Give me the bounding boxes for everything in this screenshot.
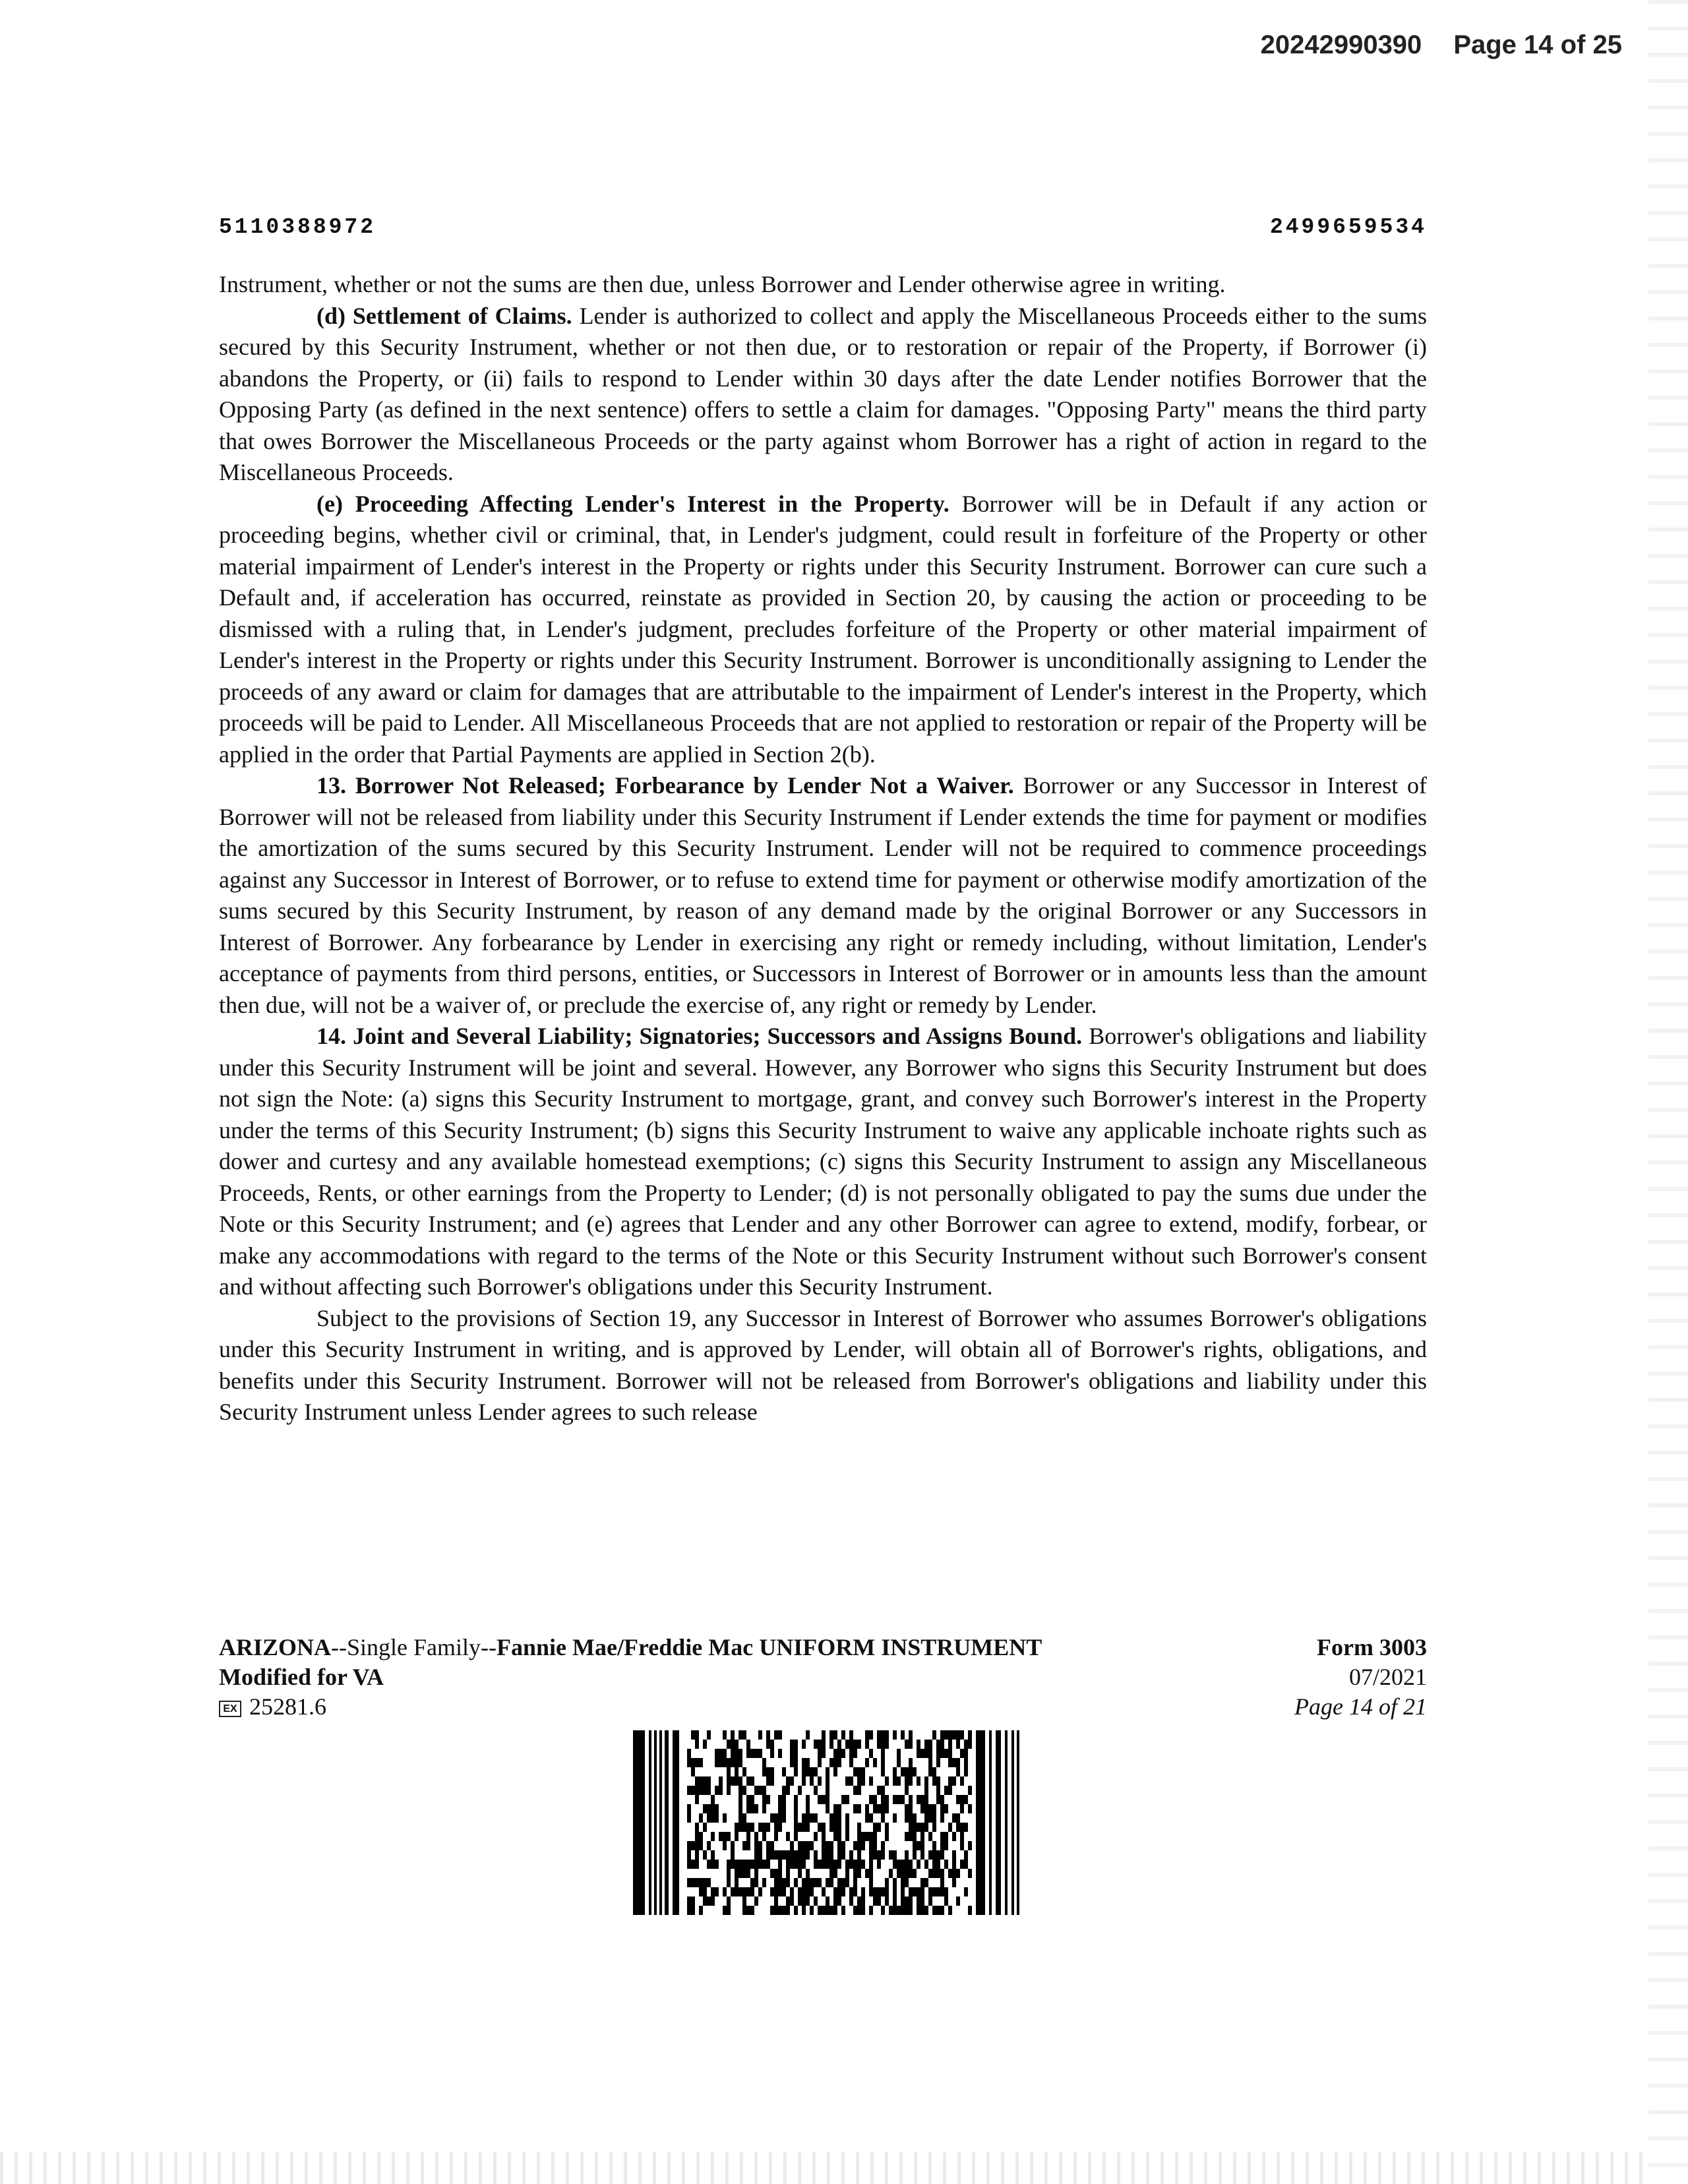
- ex-badge-icon: EX: [219, 1701, 241, 1717]
- paragraph-settlement-of-claims: (d) Settlement of Claims. Lender is authorized to collect and apply the Miscellaneous Proceeds either to the sums secured by this Security Instrument, whether or not then due, or to restoration or repair of the Property, if Borrower (i) abandons the Property, or (ii) fails to respond to Lender within 30 days after the date Lender notifies Borrower that the Opposing Party (as defined in the next sentence) offers to settle a claim for damages. "Opposing Party" means the third party that owes Borrower the Miscellaneous Proceeds or the party against whom Borrower has a right of action in regard to the Miscellaneous Proceeds.: [219, 302, 1427, 485]
- scan-edge-artifact: [1648, 0, 1688, 2184]
- form-family: --Single Family--: [331, 1634, 497, 1660]
- paragraph-continuation: Instrument, whether or not the sums are then due, unless Borrower and Lender otherwise agree in writing.: [219, 271, 1226, 297]
- paragraph-successor-in-interest: Subject to the provisions of Section 19, any Successor in Interest of Borrower who assumes Borrower's obligations under this Security Instrument in writing, and is approved by Lender, will obtain all of Borrower's rights, obligations, and benefits under this Security Instrument. Borrower will not be released from Borrower's obligations and liability under this Security Instrument unless Lender agrees to such release: [219, 1304, 1427, 1425]
- form-date: 07/2021: [1348, 1664, 1427, 1690]
- form-modified: Modified for VA: [219, 1664, 384, 1690]
- form-footer-right: [1294, 1633, 1427, 1722]
- scan-bottom-artifact: [0, 2152, 1648, 2184]
- loan-number-right: 2499659534: [1269, 215, 1427, 239]
- document-body: [219, 269, 1427, 1428]
- section-heading: (d) Settlement of Claims.: [316, 302, 572, 329]
- section-heading: 14. Joint and Several Liability; Signatories; Successors and Assigns Bound.: [316, 1023, 1083, 1049]
- form-footer-left: [219, 1633, 1042, 1722]
- recording-document-number: 20242990390: [1260, 30, 1422, 59]
- loan-number-row: [219, 215, 1427, 239]
- paragraph-proceeding-affecting-interest: (e) Proceeding Affecting Lender's Interest in the Property. Borrower will be in Default if any action or proceeding begins, whether civil or criminal, that, in Lender's judgment, could result in forfeiture of the Property or other material impairment of Lender's interest in the Property or rights under this Security Instrument. Borrower can cure such a Default and, if acceleration has occurred, reinstate as provided in Section 20, by causing the action or proceeding to be dismissed with a ruling that, in Lender's judgment, precludes forfeiture of the Property or other material impairment of Lender's interest in the Property or rights under this Security Instrument. Borrower is unconditionally assigning to Lender the proceeds of any award or claim for damages that are attributable to the impairment of Lender's interest in the Property, which proceeds will be paid to Lender. All Miscellaneous Proceeds that are not applied to restoration or repair of the Property will be applied in the order that Partial Payments are applied in Section 2(b).: [219, 490, 1427, 768]
- form-code: 25281.6: [249, 1693, 326, 1720]
- form-state: ARIZONA: [219, 1634, 332, 1660]
- paragraph-borrower-not-released: 13. Borrower Not Released; Forbearance by Lender Not a Waiver. Borrower or any Successor in Interest of Borrower will not be released from liability under this Security Instrument if Lender extends the time for payment or modifies the amortization of the sums secured by this Security Instrument. Lender will not be required to commence proceedings against any Successor in Interest of Borrower, or to refuse to extend time for payment or otherwise modify amortization of the sums secured by this Security Instrument, by reason of any demand made by the original Borrower or any Successors in Interest of Borrower. Any forbearance by Lender in exercising any right or remedy including, without limitation, Lender's acceptance of payments from third persons, entities, or Successors in Interest of Borrower or in amounts less than the amount then due, will not be a waiver of, or preclude the exercise of, any right or remedy by Lender.: [219, 772, 1427, 1018]
- form-page: Page 14 of 21: [1294, 1693, 1427, 1720]
- form-number: Form 3003: [1317, 1634, 1427, 1660]
- form-title: [219, 1633, 1042, 1662]
- section-heading: 13. Borrower Not Released; Forbearance by Lender Not a Waiver.: [316, 772, 1014, 799]
- recording-page-label: Page 14 of 25: [1453, 30, 1622, 59]
- recording-header: [1261, 30, 1622, 60]
- loan-number-left: 5110388972: [219, 215, 377, 239]
- section-heading: (e) Proceeding Affecting Lender's Interest in the Property.: [316, 490, 950, 517]
- form-code-row: [219, 1692, 1042, 1722]
- pdf417-barcode: [633, 1730, 1019, 1915]
- form-instrument: Fannie Mae/Freddie Mac UNIFORM INSTRUMENT: [496, 1634, 1042, 1660]
- paragraph-joint-several-liability: 14. Joint and Several Liability; Signatories; Successors and Assigns Bound. Borrower's obligations and liability under this Security Instrument will be joint and several. However, any Borrower who signs this Security Instrument but does not sign the Note: (a) signs this Security Instrument to mortgage, grant, and convey such Borrower's interest in the Property under the terms of this Security Instrument; (b) signs this Security Instrument to waive any applicable inchoate rights such as dower and curtesy and any available homestead exemptions; (c) signs this Security Instrument to assign any Miscellaneous Proceeds, Rents, or other earnings from the Property to Lender; (d) is not personally obligated to pay the sums due under the Note or this Security Instrument; and (e) agrees that Lender and any other Borrower can agree to extend, modify, forbear, or make any accommodations with regard to the terms of the Note or this Security Instrument without such Borrower's consent and without affecting such Borrower's obligations under this Security Instrument.: [219, 1023, 1427, 1300]
